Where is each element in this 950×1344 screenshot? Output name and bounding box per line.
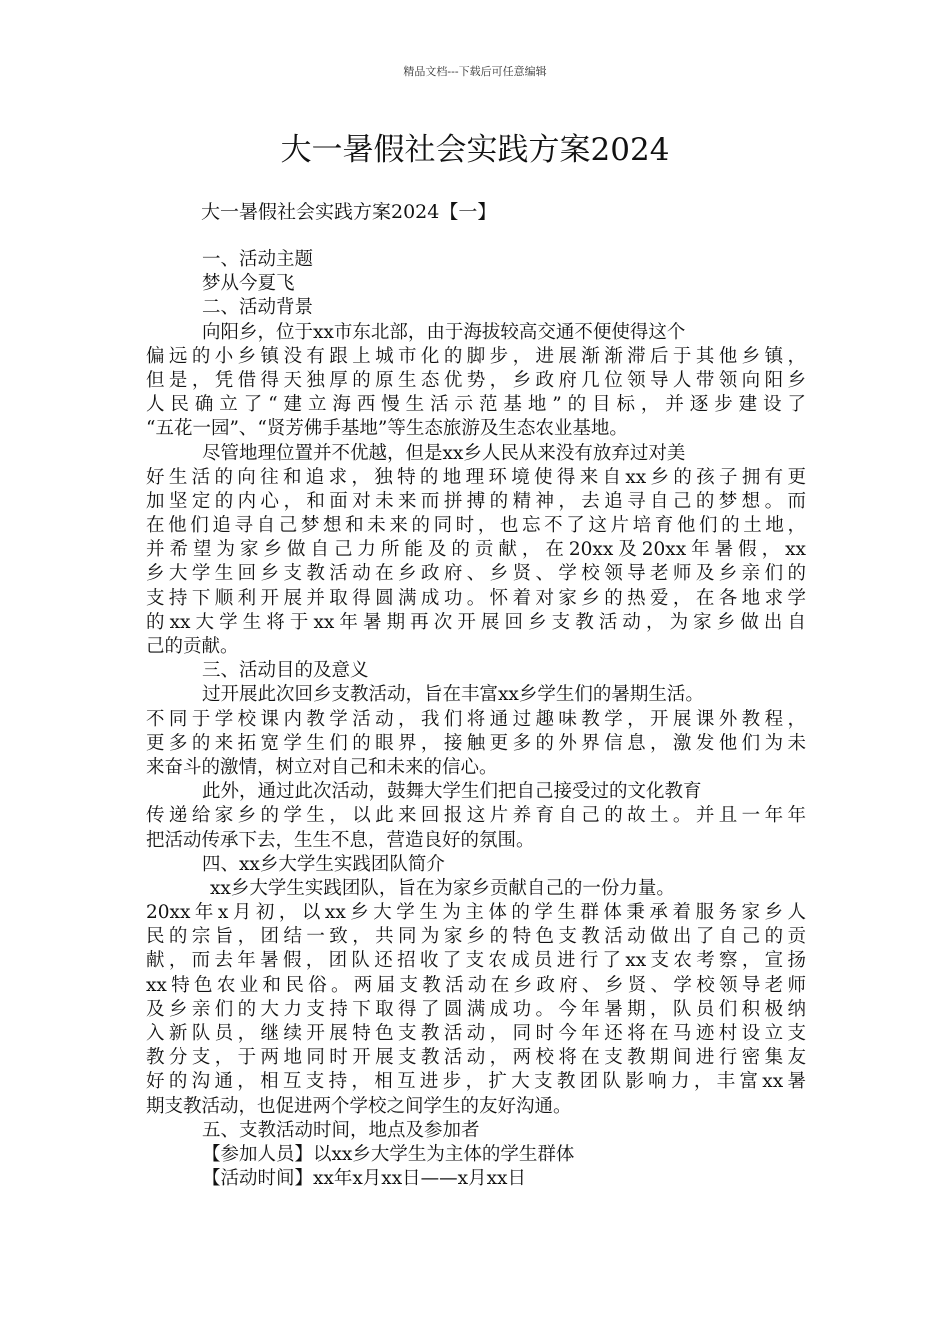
paragraph-line: 及乡亲们的大力支持下取得了圆满成功。今年暑期，队员们积极纳: [146, 998, 806, 1020]
paragraph-line: 传递给家乡的学生，以此来回报这片养育自己的故土。并且一年年: [146, 805, 806, 827]
paragraph-line: 在他们追寻自己梦想和未来的同时，也忘不了这片培育他们的土地，: [146, 515, 806, 537]
paragraph-line: 加坚定的内心，和面对未来而拼搏的精神，去追寻自己的梦想。而: [146, 490, 806, 512]
paragraph-line: 偏远的小乡镇没有跟上城市化的脚步，进展渐渐滞后于其他乡镇，: [146, 345, 806, 367]
paragraph-line: 梦从今夏飞: [202, 273, 295, 295]
paragraph-line: 尽管地理位置并不优越，但是xx乡人民从来没有放弃过对美: [202, 442, 686, 464]
section-heading: 二、活动背景: [202, 297, 314, 319]
paragraph-line: 教分支，于两地同时开展支教活动，两校将在支教期间进行密集友: [146, 1047, 806, 1069]
paragraph-line: “五花一园”、“贤芳佛手基地”等生态旅游及生态农业基地。: [146, 418, 628, 440]
paragraph-line: 入新队员，继续开展特色支教活动，同时今年还将在马迹村设立支: [146, 1023, 806, 1044]
paragraph-line: 过开展此次回乡支教活动，旨在丰富xx乡学生们的暑期生活。: [202, 684, 704, 706]
paragraph-line: 的xx大学生将于xx年暑期再次开展回乡支教活动，为家乡做出自: [146, 611, 806, 633]
section-heading: 一、活动主题: [202, 249, 314, 270]
paragraph-line: xx乡大学生实践团队，旨在为家乡贡献自己的一份力量。: [210, 877, 675, 899]
paragraph-line: 把活动传承下去，生生不息，营造良好的氛围。: [146, 829, 535, 851]
paragraph-line: 支持下顺利开展并取得圆满成功。怀着对家乡的热爱，在各地求学: [146, 587, 806, 609]
section-heading: 五、支教活动时间，地点及参加者: [202, 1119, 480, 1141]
section-heading: 三、活动目的及意义: [202, 660, 369, 682]
header-note: 精品文档---下载后可任意编辑: [403, 65, 547, 78]
paragraph-line: 此外，通过此次活动，鼓舞大学生们把自己接受过的文化教育: [202, 781, 702, 803]
section-heading: 四、xx乡大学生实践团队简介: [202, 853, 445, 875]
paragraph-line: 并希望为家乡做自己力所能及的贡献，在20xx及20xx年暑假，xx: [146, 539, 806, 561]
paragraph-line: 己的贡献。: [146, 636, 239, 657]
paragraph-line: 期支教活动，也促进两个学校之间学生的友好沟通。: [146, 1095, 572, 1117]
paragraph-line: 来奋斗的激情，树立对自己和未来的信心。: [146, 756, 498, 778]
paragraph-line: 【活动时间】xx年x月xx日——x月xx日: [202, 1168, 526, 1190]
paragraph-line: 20xx年x月初，以xx乡大学生为主体的学生群体秉承着服务家乡人: [146, 902, 806, 924]
paragraph-line: 更多的来拓宽学生们的眼界，接触更多的外界信息，激发他们为未: [146, 732, 806, 754]
paragraph-line: xx特色农业和民俗。两届支教活动在乡政府、乡贤、学校领导老师: [146, 974, 806, 996]
paragraph-line: 好的沟通，相互支持，相互进步，扩大支教团队影响力，丰富xx暑: [146, 1071, 806, 1093]
paragraph-line: 但是，凭借得天独厚的原生态优势，乡政府几位领导人带领向阳乡: [146, 369, 806, 391]
paragraph-line: 好生活的向往和追求，独特的地理环境使得来自xx乡的孩子拥有更: [146, 466, 806, 488]
document-body: [146, 248, 806, 1191]
document-title: 大一暑假社会实践方案2024: [280, 132, 670, 168]
paragraph-line: 献，而去年暑假，团队还招收了支农成员进行了xx支农考察，宣扬: [146, 950, 806, 972]
paragraph-line: 【参加人员】以xx乡大学生为主体的学生群体: [202, 1143, 575, 1165]
paragraph-line: 向阳乡，位于xx市东北部，由于海拔较高交通不便使得这个: [202, 321, 686, 343]
paragraph-line: 不同于学校课内教学活动，我们将通过趣味教学，开展课外教程，: [146, 708, 806, 730]
paragraph-line: 乡大学生回乡支教活动在乡政府、乡贤、学校领导老师及乡亲们的: [146, 563, 806, 585]
document-subtitle: 大一暑假社会实践方案2024【一】: [201, 201, 497, 223]
paragraph-line: 人民确立了“建立海西慢生活示范基地”的目标，并逐步建设了: [146, 394, 806, 416]
paragraph-line: 民的宗旨，团结一致，共同为家乡的特色支教活动做出了自己的贡: [146, 926, 806, 948]
